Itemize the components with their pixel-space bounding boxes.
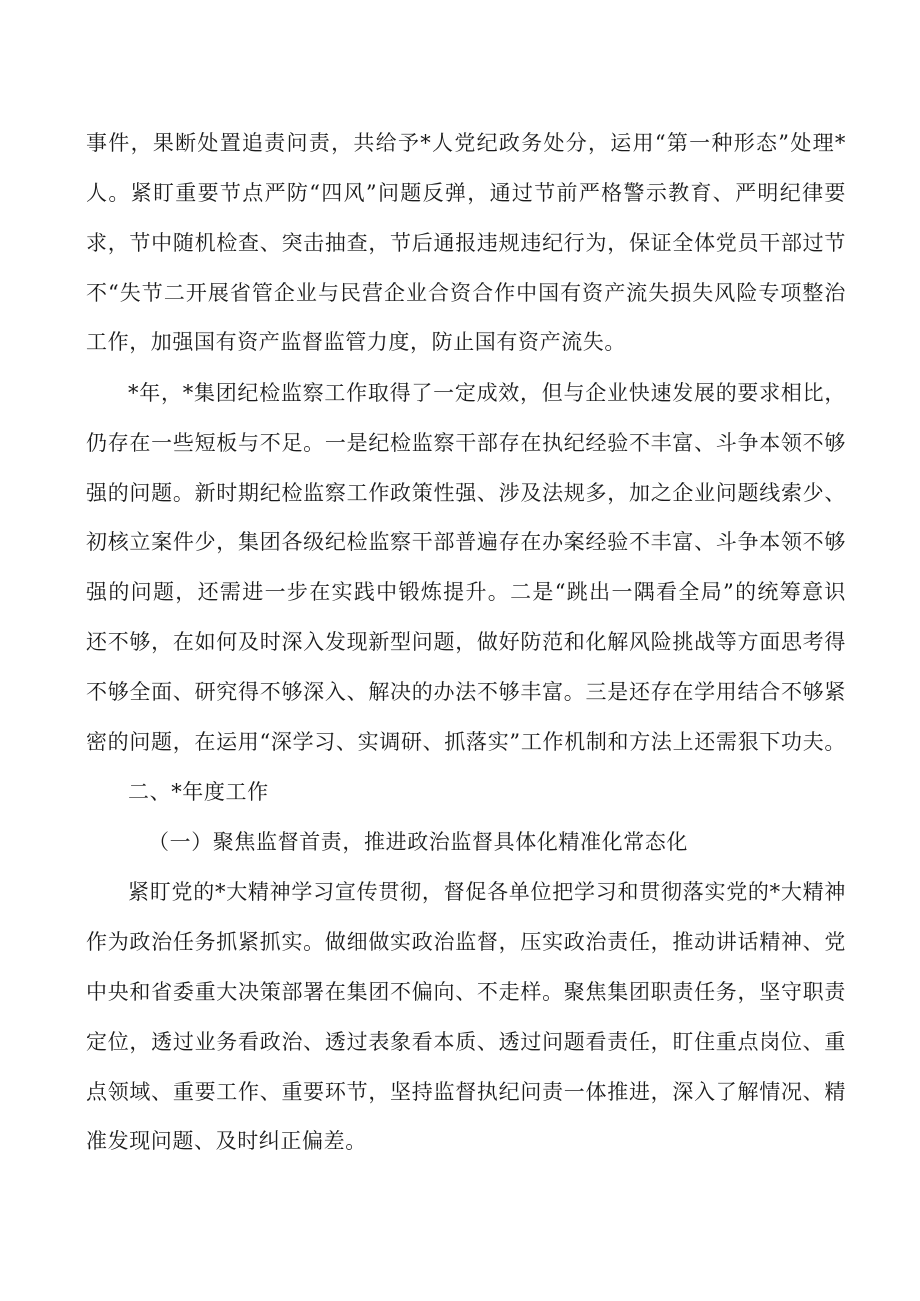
text-line: 人。紧盯重要节点严防“四风”问题反弹，通过节前严格警示教育、严明纪律要 xyxy=(86,181,846,205)
text-line: 作为政治任务抓紧抓实。做细做实政治监督，压实政治责任，推动讲话精神、党 xyxy=(86,930,846,954)
paragraph-first-line: 紧盯党的*大精神学习宣传贯彻，督促各单位把学习和贯彻落实党的*大精神 xyxy=(128,880,846,904)
subsection-heading: （一）聚焦监督首责，推进政治监督具体化精准化常态化 xyxy=(148,830,688,854)
text-line: 求，节中随机检查、突击抽查，节后通报违规违纪行为，保证全体党员干部过节 xyxy=(86,231,846,255)
text-line: 强的问题，还需进一步在实践中锻炼提升。二是“跳出一隅看全局”的统筹意识 xyxy=(86,580,846,604)
text-line: 仍存在一些短板与不足。一是纪检监察干部存在执纪经验不丰富、斗争本领不够 xyxy=(86,431,846,455)
text-line: 定位，透过业务看政治、透过表象看本质、透过问题看责任，盯住重点岗位、重 xyxy=(86,1030,846,1054)
text-line: 初核立案件少，集团各级纪检监察干部普遍存在办案经验不丰富、斗争本领不够 xyxy=(86,530,846,554)
section-heading: 二、*年度工作 xyxy=(128,780,269,804)
text-line: 准发现问题、及时纠正偏差。 xyxy=(86,1129,367,1153)
text-line: 不“失节二开展省管企业与民营企业合资合作中国有资产流失损失风险专项整治 xyxy=(86,281,846,305)
text-line: 事件，果断处置追责问责，共给予*人党纪政务处分，运用“第一种形态”处理* xyxy=(86,131,846,155)
text-line: 点领域、重要工作、重要环节，坚持监督执纪问责一体推进，深入了解情况、精 xyxy=(86,1080,846,1104)
paragraph-first-line: *年，*集团纪检监察工作取得了一定成效，但与企业快速发展的要求相比， xyxy=(128,381,846,405)
text-line: 中央和省委重大决策部署在集团不偏向、不走样。聚焦集团职责任务，坚守职责 xyxy=(86,980,846,1004)
text-line: 还不够，在如何及时深入发现新型问题，做好防范和化解风险挑战等方面思考得 xyxy=(86,630,846,654)
text-line: 工作，加强国有资产监督监管力度，防止国有资产流失。 xyxy=(86,330,626,354)
text-line: 不够全面、研究得不够深入、解决的办法不够丰富。三是还存在学用结合不够紧 xyxy=(86,680,846,704)
text-line: 强的问题。新时期纪检监察工作政策性强、涉及法规多，加之企业问题线索少、 xyxy=(86,481,846,505)
text-line: 密的问题，在运用“深学习、实调研、抓落实”工作机制和方法上还需狠下功夫。 xyxy=(86,730,846,754)
